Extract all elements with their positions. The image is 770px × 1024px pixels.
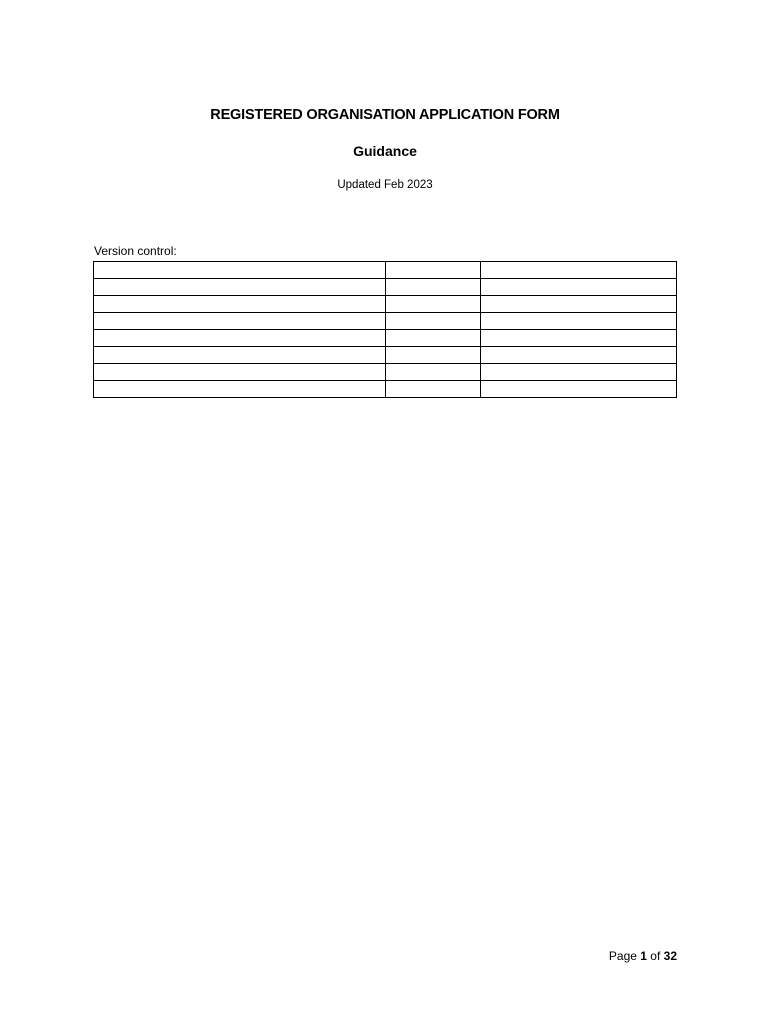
table-cell xyxy=(481,262,677,279)
table-row xyxy=(94,347,677,364)
table-row xyxy=(94,296,677,313)
table-cell xyxy=(386,381,481,398)
page-of: of xyxy=(646,949,664,963)
table-cell xyxy=(386,330,481,347)
table-cell xyxy=(386,313,481,330)
page-prefix: Page xyxy=(608,949,641,963)
table-row xyxy=(94,381,677,398)
table-cell xyxy=(481,330,677,347)
version-control-table xyxy=(93,261,677,398)
table-cell xyxy=(481,381,677,398)
table-row xyxy=(94,262,677,279)
document-subtitle: Guidance xyxy=(353,143,417,159)
table-cell xyxy=(386,279,481,296)
table-cell xyxy=(481,296,677,313)
table-cell xyxy=(386,347,481,364)
table-row xyxy=(94,313,677,330)
page-number xyxy=(609,949,677,963)
current-page: 1 xyxy=(640,949,647,963)
table-cell xyxy=(94,330,386,347)
table-cell xyxy=(94,313,386,330)
document-title: REGISTERED ORGANISATION APPLICATION FORM xyxy=(210,107,560,123)
table-cell xyxy=(386,364,481,381)
table-row xyxy=(94,330,677,347)
table-row xyxy=(94,364,677,381)
table-cell xyxy=(94,296,386,313)
table-cell xyxy=(481,279,677,296)
table-cell xyxy=(94,364,386,381)
table-cell xyxy=(386,296,481,313)
total-pages: 32 xyxy=(663,949,677,963)
table-row xyxy=(94,279,677,296)
table-cell xyxy=(94,279,386,296)
table-cell xyxy=(481,364,677,381)
table-cell xyxy=(94,262,386,279)
table-cell xyxy=(94,347,386,364)
table-cell xyxy=(386,262,481,279)
table-cell xyxy=(94,381,386,398)
version-control-label: Version control: xyxy=(94,244,177,258)
table-cell xyxy=(481,313,677,330)
updated-date: Updated Feb 2023 xyxy=(337,179,433,191)
table-cell xyxy=(481,347,677,364)
